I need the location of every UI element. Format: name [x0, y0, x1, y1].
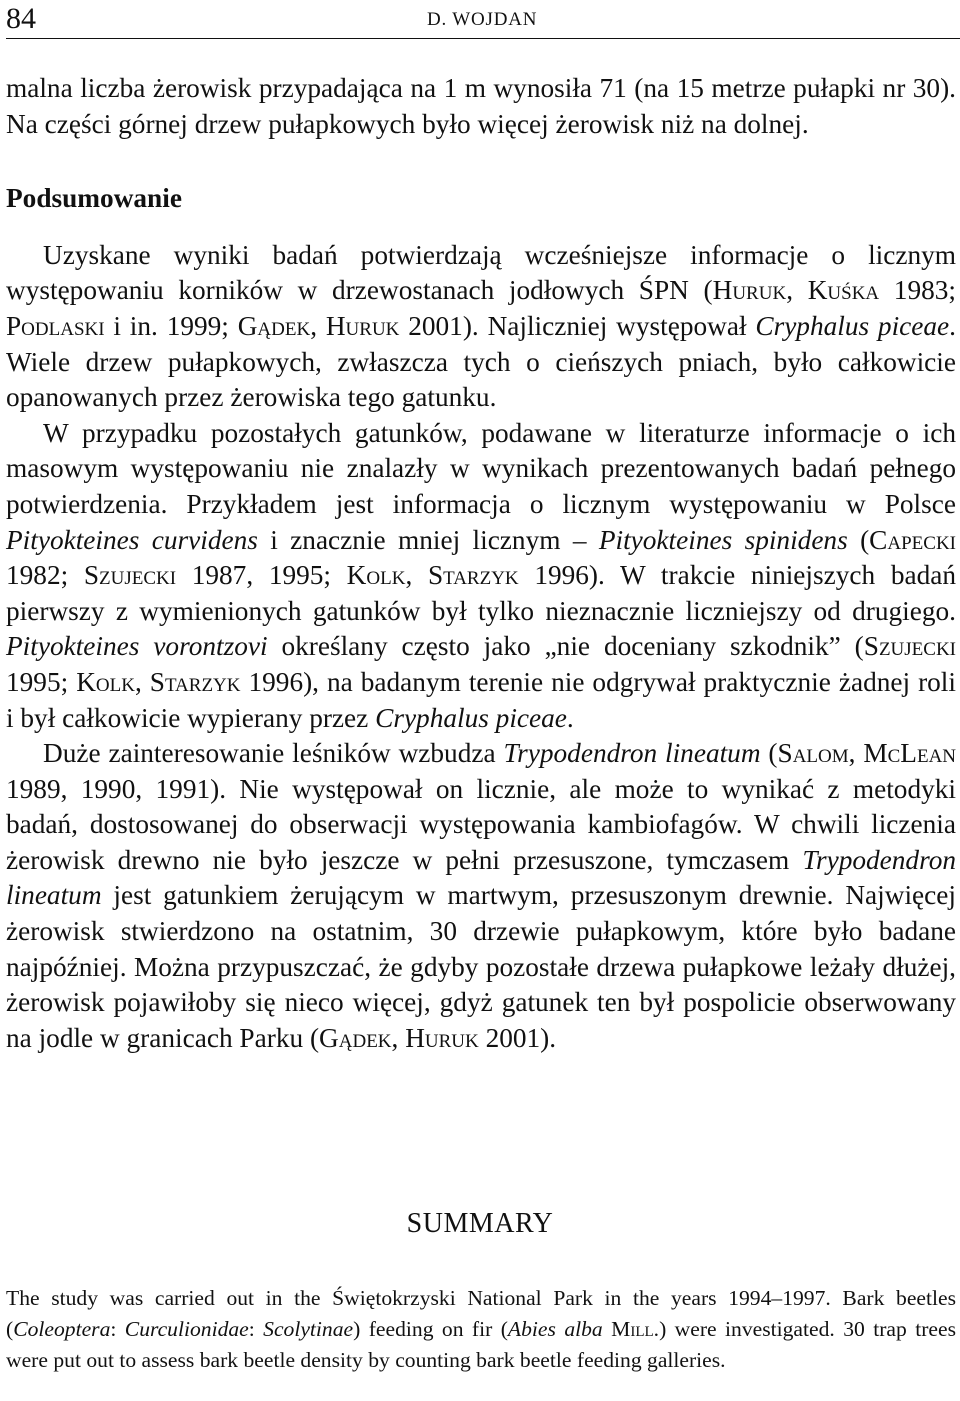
small-caps-run: Mill — [611, 1316, 654, 1341]
italic-run: Scolytinae — [263, 1316, 354, 1341]
small-caps-run: Gądek — [237, 310, 311, 341]
small-caps-run: Szujecki — [863, 631, 956, 662]
italic-run: Pityokteines spinidens — [598, 524, 848, 555]
paragraph-trypodendron: Duże zainteresowanie leśników wzbudza Trypodendron lineatum (Salom, McLean 1989, 1990, 1991). Nie występował on licznie, ale może to wynikać z metodyki badań, dostosowanej do obserwacji występowania kambiofagów. W chwili liczenia żerowisk drewno nie było jeszcze w pełni przesuszone, tymczasem Trypodendron lineatum jest gatunkiem żerującym w martwym, przesuszonym drewnie. Najwięcej żerowisk stwierdzono na ostatnim, 30 drzewie pułapkowym, które było badane najpóźniej. Można przypuszczać, że gdyby pozostałe drzewa pułapkowe leżały dłużej, żerowisk pojawiłoby się nieco więcej, gdyż gatunek ten był pospolicie obserwowany na jodle w granicach Parku (Gądek, Huruk 2001). — [6, 738, 957, 1053]
small-caps-run: Gądek — [319, 1022, 392, 1053]
italic-run: Coleoptera — [13, 1316, 111, 1341]
small-caps-run: Kuśka — [807, 275, 880, 306]
italic-run: Trypodendron lineatum — [6, 844, 956, 911]
running-head: D. WOJDAN — [427, 9, 538, 30]
small-caps-run: Starzyk — [149, 666, 241, 697]
small-caps-run: Kolk — [76, 666, 135, 697]
italic-run: Cryphalus piceae — [375, 702, 567, 733]
paragraph-other-species: W przypadku pozostałych gatunków, podawane w literaturze informacje o ich masowym występowaniu nie znalazły w wynikach prezentowanych badań pełnego potwierdzenia. Przykładem jest informacja o licznym występowaniu w Polsce Pityokteines curvidens i znacznie mniej licznym – Pityokteines spinidens (Capecki 1982; Szujecki 1987, 1995; Kolk, Starzyk 1996). W trakcie niniejszych badań pierwszy z wymienionych gatunków był tylko nieznacznie liczniejszy od drugiego. Pityokteines vorontzovi określany często jako „nie doceniany szkodnik” (Szujecki 1995; Kolk, Starzyk 1996), na badanym terenie nie odgrywał praktycznie żadnej roli i był całkowicie wypierany przez Cryphalus piceae. — [6, 417, 956, 733]
italic-run: Abies alba — [507, 1316, 603, 1341]
summary-text — [6, 1283, 956, 1375]
small-caps-run: Salom — [777, 738, 849, 769]
italic-run: Curculionidae — [124, 1316, 249, 1341]
section-heading: Podsumowanie — [6, 183, 182, 214]
small-caps-run: Huruk — [712, 275, 787, 306]
italic-run: Cryphalus piceae — [755, 310, 950, 341]
main-text — [6, 71, 956, 1056]
small-caps-run: Kolk — [346, 560, 406, 591]
italic-run: Pityokteines vorontzovi — [6, 631, 268, 662]
small-caps-run: Podlaski — [6, 310, 105, 341]
paragraph-summary-results: Uzyskane wyniki badań potwierdzają wcześniejsze informacje o licznym występowaniu korników w drzewostanach jodłowych ŚPN (Huruk, Kuśka 1983; Podlaski i in. 1999; Gądek, Huruk 2001). Najliczniej występował Cryphalus piceae. Wiele drzew pułapkowych, zwłaszcza tych o cieńszych pniach, było całkowicie opanowanych przez żerowiska tego gatunku. — [6, 239, 956, 413]
italic-run: Trypodendron lineatum — [503, 738, 761, 769]
small-caps-run: Szujecki — [83, 560, 177, 591]
small-caps-run: McLean — [863, 738, 957, 769]
italic-run: Pityokteines curvidens — [6, 524, 258, 555]
small-caps-run: Capecki — [869, 524, 956, 555]
summary-heading: SUMMARY — [406, 1208, 554, 1239]
paragraph-continuation: malna liczba żerowisk przypadająca na 1 m wynosiła 71 (na 15 metrze pułapki nr 30). Na części górnej drzew pułapkowych było więcej żerowisk niż na dolnej. — [6, 73, 956, 139]
small-caps-run: Huruk — [325, 310, 400, 341]
small-caps-run: Starzyk — [427, 560, 519, 591]
small-caps-run: Huruk — [405, 1022, 479, 1053]
page-number: 84 — [6, 2, 36, 35]
header-rule — [6, 38, 960, 39]
summary-paragraph: The study was carried out in the Świętokrzyski National Park in the years 1994–1997. Bark beetles (Coleoptera: Curculionidae: Scolytinae) feeding on fir (Abies alba Mill.) were investigated. 30 trap trees were put out to assess bark beetle density by counting bark beetle feeding galleries. — [6, 1286, 956, 1372]
